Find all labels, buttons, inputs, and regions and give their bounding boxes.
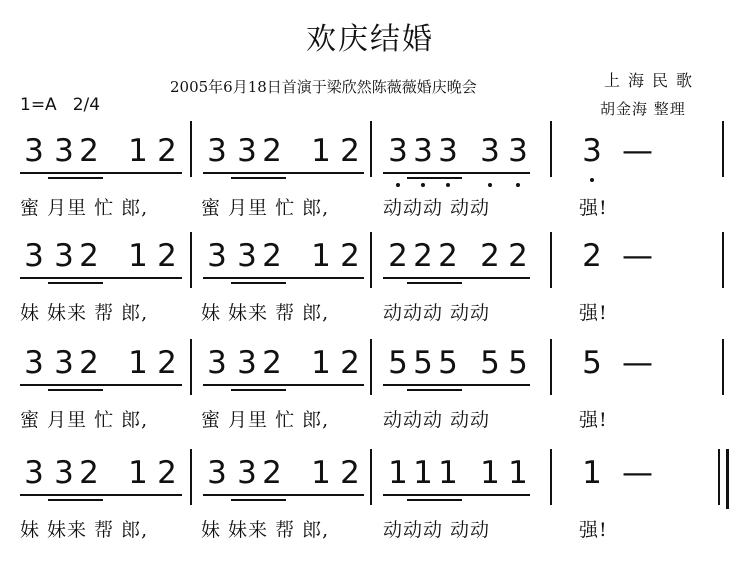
lyric-phrase: 蜜 月里 忙 郎, xyxy=(201,197,330,219)
lyric-phrase: 强! xyxy=(579,302,608,324)
note: 2 xyxy=(262,345,282,381)
lyric-phrase: 强! xyxy=(579,409,608,431)
note: 2 xyxy=(340,238,360,274)
sixteenth-beam xyxy=(231,389,286,391)
sixteenth-beam xyxy=(48,499,103,501)
note: 3 xyxy=(237,345,257,381)
barline xyxy=(722,339,724,395)
barline xyxy=(190,339,192,395)
note: 2 xyxy=(480,238,500,274)
note: 1 xyxy=(480,455,500,491)
note: 2 xyxy=(157,345,177,381)
note: 3 xyxy=(54,133,74,169)
note: 3 xyxy=(207,455,227,491)
note: 2 xyxy=(388,238,408,274)
note: 3 xyxy=(582,133,602,169)
eighth-beam xyxy=(203,384,364,386)
eighth-beam xyxy=(20,384,182,386)
note: 3 xyxy=(54,238,74,274)
lyric-phrase: 强! xyxy=(579,519,608,541)
note: 2 xyxy=(413,238,433,274)
barline xyxy=(190,121,192,177)
barline xyxy=(722,232,724,288)
note: 3 xyxy=(24,133,44,169)
note: 2 xyxy=(438,238,458,274)
sixteenth-beam xyxy=(231,282,286,284)
final-barline xyxy=(726,449,729,509)
note: 1 xyxy=(388,455,408,491)
note: 2 xyxy=(79,345,99,381)
lyric-phrase: 动动动 动动 xyxy=(383,519,491,541)
low-octave-dot xyxy=(421,183,425,187)
sixteenth-beam xyxy=(231,499,286,501)
sixteenth-beam xyxy=(407,389,462,391)
barline xyxy=(550,339,552,395)
note: 3 xyxy=(54,455,74,491)
note: 2 xyxy=(340,133,360,169)
note: 2 xyxy=(157,238,177,274)
barline xyxy=(550,232,552,288)
low-octave-dot xyxy=(590,178,594,182)
note: 5 xyxy=(480,345,500,381)
note: 2 xyxy=(79,238,99,274)
sixteenth-beam xyxy=(48,282,103,284)
eighth-beam xyxy=(203,277,364,279)
note: 3 xyxy=(237,455,257,491)
barline xyxy=(370,449,372,505)
note: 1 xyxy=(438,455,458,491)
eighth-beam xyxy=(383,384,530,386)
barline xyxy=(722,121,724,177)
sixteenth-beam xyxy=(231,177,286,179)
lyric-phrase: 妹 妹来 帮 郎, xyxy=(20,302,149,324)
note: 1 xyxy=(582,455,602,491)
barline xyxy=(370,232,372,288)
note: 3 xyxy=(438,133,458,169)
lyric-phrase: 妹 妹来 帮 郎, xyxy=(20,519,149,541)
note: 5 xyxy=(582,345,602,381)
held-dash: — xyxy=(622,345,653,381)
note: 5 xyxy=(388,345,408,381)
eighth-beam xyxy=(203,172,364,174)
note: 1 xyxy=(128,238,148,274)
eighth-beam xyxy=(383,172,530,174)
lyric-phrase: 动动动 动动 xyxy=(383,197,491,219)
sixteenth-beam xyxy=(407,177,462,179)
key-and-time-signature xyxy=(20,95,116,115)
note: 2 xyxy=(262,455,282,491)
note: 2 xyxy=(262,238,282,274)
staff-3 xyxy=(0,345,740,445)
note: 2 xyxy=(340,455,360,491)
sixteenth-beam xyxy=(407,499,462,501)
staff-2 xyxy=(0,238,740,338)
note: 3 xyxy=(388,133,408,169)
note: 2 xyxy=(582,238,602,274)
eighth-beam xyxy=(20,172,182,174)
arranger-credit: 胡金海 整理 xyxy=(600,100,686,118)
time-signature: 2/4 xyxy=(72,95,101,115)
barline xyxy=(370,121,372,177)
barline xyxy=(190,232,192,288)
note: 1 xyxy=(413,455,433,491)
lyric-phrase: 动动动 动动 xyxy=(383,409,491,431)
note: 1 xyxy=(128,345,148,381)
held-dash: — xyxy=(622,238,653,274)
note: 3 xyxy=(24,345,44,381)
note: 3 xyxy=(207,238,227,274)
sixteenth-beam xyxy=(407,282,462,284)
barline xyxy=(550,121,552,177)
key-signature: 1=A xyxy=(20,95,57,115)
note: 1 xyxy=(128,455,148,491)
eighth-beam xyxy=(20,494,182,496)
note: 2 xyxy=(340,345,360,381)
song-title: 欢庆结婚 xyxy=(306,22,434,57)
note: 2 xyxy=(157,133,177,169)
eighth-beam xyxy=(383,494,530,496)
barline xyxy=(718,449,720,505)
sixteenth-beam xyxy=(48,177,103,179)
staff-4 xyxy=(0,455,740,555)
lyric-phrase: 动动动 动动 xyxy=(383,302,491,324)
note: 3 xyxy=(508,133,528,169)
lyric-phrase: 强! xyxy=(579,197,608,219)
sixteenth-beam xyxy=(48,389,103,391)
staff-1 xyxy=(0,133,740,233)
low-octave-dot xyxy=(516,183,520,187)
note: 3 xyxy=(207,133,227,169)
note: 3 xyxy=(24,238,44,274)
barline xyxy=(550,449,552,505)
note: 2 xyxy=(79,133,99,169)
note: 1 xyxy=(128,133,148,169)
note: 5 xyxy=(438,345,458,381)
note: 2 xyxy=(157,455,177,491)
held-dash: — xyxy=(622,455,653,491)
note: 3 xyxy=(237,133,257,169)
lyric-phrase: 蜜 月里 忙 郎, xyxy=(20,197,149,219)
held-dash: — xyxy=(622,133,653,169)
barline xyxy=(370,339,372,395)
lyric-phrase: 蜜 月里 忙 郎, xyxy=(20,409,149,431)
lyric-phrase: 妹 妹来 帮 郎, xyxy=(201,519,330,541)
note: 3 xyxy=(54,345,74,381)
note: 3 xyxy=(237,238,257,274)
note: 3 xyxy=(207,345,227,381)
low-octave-dot xyxy=(396,183,400,187)
eighth-beam xyxy=(383,277,530,279)
note: 2 xyxy=(262,133,282,169)
eighth-beam xyxy=(20,277,182,279)
note: 2 xyxy=(79,455,99,491)
low-octave-dot xyxy=(488,183,492,187)
note: 1 xyxy=(311,455,331,491)
note: 1 xyxy=(311,238,331,274)
eighth-beam xyxy=(203,494,364,496)
lyric-phrase: 蜜 月里 忙 郎, xyxy=(201,409,330,431)
note: 2 xyxy=(508,238,528,274)
note: 5 xyxy=(508,345,528,381)
note: 1 xyxy=(508,455,528,491)
note: 3 xyxy=(24,455,44,491)
lyric-phrase: 妹 妹来 帮 郎, xyxy=(201,302,330,324)
premiere-note: 2005年6月18日首演于梁欣然陈薇薇婚庆晚会 xyxy=(170,78,477,96)
barline xyxy=(190,449,192,505)
note: 1 xyxy=(311,345,331,381)
low-octave-dot xyxy=(446,183,450,187)
song-origin: 上海民歌 xyxy=(604,71,701,90)
note: 5 xyxy=(413,345,433,381)
note: 1 xyxy=(311,133,331,169)
note: 3 xyxy=(480,133,500,169)
note: 3 xyxy=(413,133,433,169)
